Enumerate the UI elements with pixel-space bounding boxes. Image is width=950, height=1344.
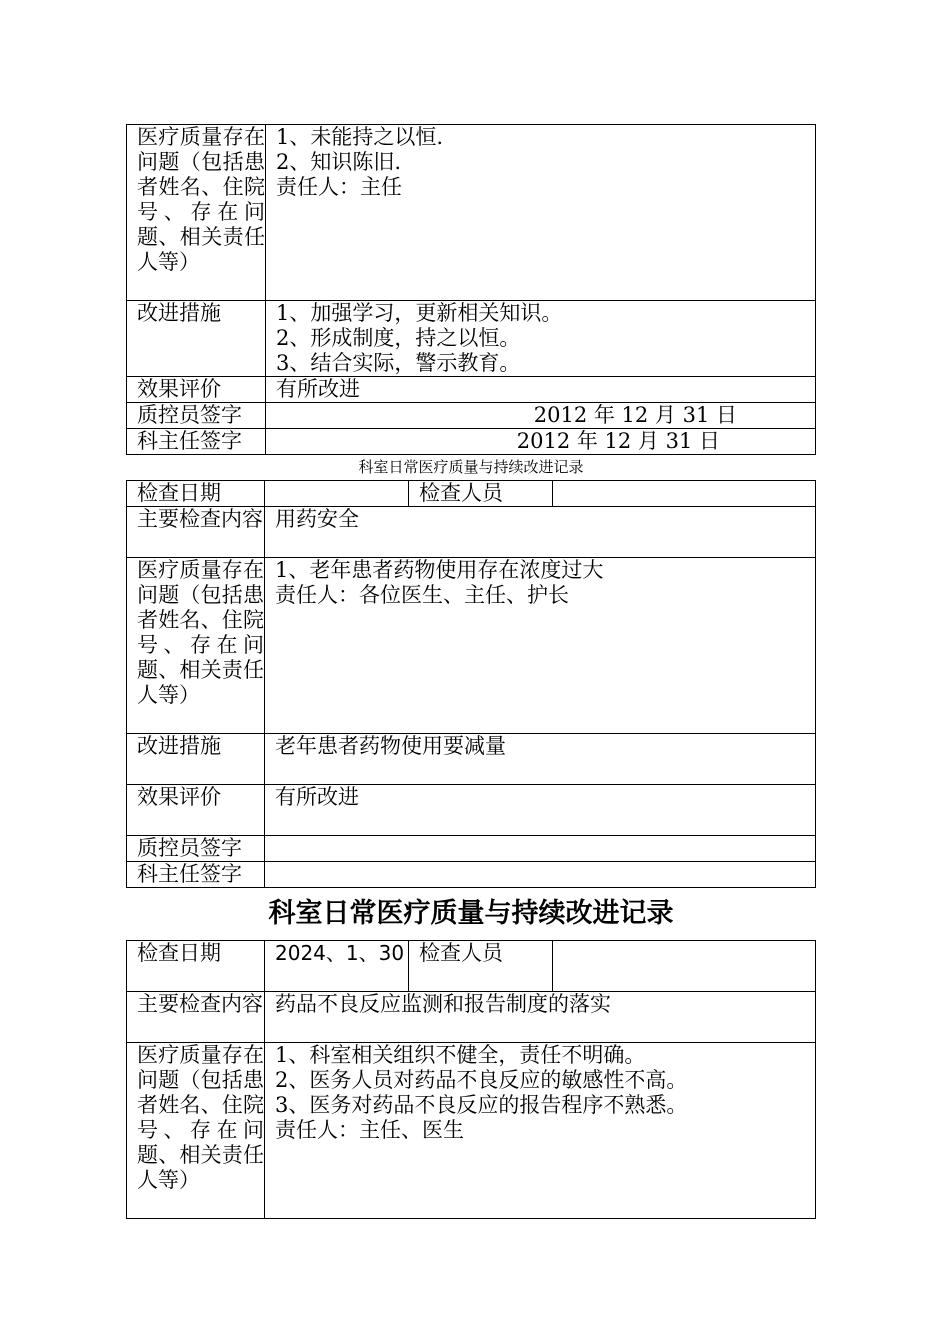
qc-sign-row: [127, 836, 816, 862]
effect-row: [127, 785, 816, 836]
improve-value: 老年患者药物使用要减量: [265, 734, 816, 785]
issue-line: 责任人：主任、医生: [275, 1118, 464, 1142]
director-sign-row: [127, 862, 816, 888]
issue-line: 2、医务人员对药品不良反应的敏感性不高。: [275, 1068, 688, 1092]
date-row: [127, 481, 816, 507]
content-label: 主要检查内容: [127, 507, 265, 558]
inspector-value: [553, 941, 816, 992]
qc-sign-value: 2012 年 12 月 31 日: [266, 403, 816, 429]
document-page: [126, 124, 816, 1219]
issue-line: 3、医务对药品不良反应的报告程序不熟悉。: [275, 1093, 688, 1117]
issue-line: 1、科室相关组织不健全，责任不明确。: [275, 1043, 646, 1067]
issue-line: 2、知识陈旧.: [276, 150, 402, 174]
effect-row: [127, 377, 816, 403]
effect-label: 效果评价: [127, 785, 265, 836]
date-label: 检查日期: [127, 481, 265, 507]
issue-label: 医疗质量存在问题（包括患者姓名、住院号、存在问题、相关责任人等）: [127, 125, 266, 301]
issue-value: [265, 558, 816, 734]
improve-row: [127, 301, 816, 377]
qc-sign-value: [265, 836, 816, 862]
issue-value: [265, 1043, 816, 1219]
improve-line: 1、加强学习，更新相关知识。: [276, 301, 563, 325]
improve-row: [127, 734, 816, 785]
date-label: 检查日期: [127, 941, 265, 992]
improve-label: 改进措施: [127, 301, 266, 377]
section-caption: 科室日常医疗质量与持续改进记录: [358, 458, 584, 476]
issue-label: 医疗质量存在问题（包括患者姓名、住院号、存在问题、相关责任人等）: [127, 558, 265, 734]
content-row: [127, 507, 816, 558]
issue-line: 1、老年患者药物使用存在浓度过大: [275, 558, 604, 582]
issue-line: 责任人：主任: [276, 175, 402, 199]
record-table-3: [126, 940, 816, 1219]
qc-sign-row: [127, 403, 816, 429]
content-value: 用药安全: [265, 507, 816, 558]
effect-value: 有所改进: [266, 377, 816, 403]
record-table-2: [126, 480, 816, 888]
content-value: 药品不良反应监测和报告制度的落实: [265, 992, 816, 1043]
content-row: [127, 992, 816, 1043]
improve-line: 3、结合实际，警示教育。: [276, 351, 521, 375]
director-sign-label: 科主任签字: [127, 429, 266, 455]
effect-label: 效果评价: [127, 377, 266, 403]
inspector-value: [553, 481, 816, 507]
issue-label: 医疗质量存在问题（包括患者姓名、住院号、存在问题、相关责任人等）: [127, 1043, 265, 1219]
date-row: [127, 941, 816, 992]
inspector-label: 检查人员: [409, 941, 553, 992]
qc-sign-label: 质控员签字: [127, 836, 265, 862]
section-title: 科室日常医疗质量与持续改进记录: [268, 898, 674, 929]
issue-row: [127, 1043, 816, 1219]
qc-sign-label: 质控员签字: [127, 403, 266, 429]
director-sign-value: 2012 年 12 月 31 日: [266, 429, 816, 455]
director-sign-value: [265, 862, 816, 888]
record-table-1: [126, 124, 816, 455]
effect-value: 有所改进: [265, 785, 816, 836]
issue-line: 1、未能持之以恒.: [276, 125, 444, 149]
inspector-label: 检查人员: [409, 481, 553, 507]
issue-row: [127, 558, 816, 734]
content-label: 主要检查内容: [127, 992, 265, 1043]
issue-row: [127, 125, 816, 301]
issue-line: 责任人：各位医生、主任、护长: [275, 583, 569, 607]
improve-line: 2、形成制度，持之以恒。: [276, 326, 521, 350]
improve-value: [266, 301, 816, 377]
improve-label: 改进措施: [127, 734, 265, 785]
issue-value: [266, 125, 816, 301]
date-value: 2024、1、30: [265, 941, 409, 992]
date-value: [265, 481, 409, 507]
director-sign-label: 科主任签字: [127, 862, 265, 888]
director-sign-row: [127, 429, 816, 455]
